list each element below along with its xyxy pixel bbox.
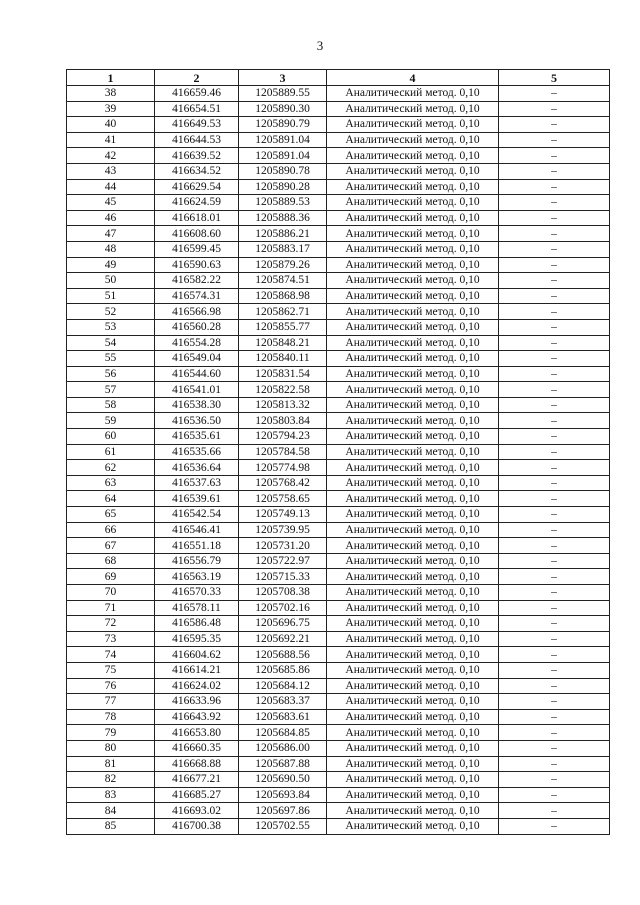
x-coordinate-cell: 416644.53 [155,132,239,148]
method-accuracy-cell: Аналитический метод. 0,10 [327,460,499,476]
y-coordinate-cell: 1205889.55 [239,86,327,102]
method-accuracy-cell: Аналитический метод. 0,10 [327,86,499,102]
point-number-cell: 40 [67,117,155,133]
table-row [67,475,610,491]
method-accuracy-cell: Аналитический метод. 0,10 [327,132,499,148]
x-coordinate-cell: 416586.48 [155,616,239,632]
point-number-cell: 63 [67,475,155,491]
description-cell: – [499,725,610,741]
table-row [67,678,610,694]
point-number-cell: 58 [67,397,155,413]
table-row [67,569,610,585]
point-number-cell: 78 [67,709,155,725]
description-cell: – [499,429,610,445]
x-coordinate-cell: 416618.01 [155,210,239,226]
method-accuracy-cell: Аналитический метод. 0,10 [327,756,499,772]
method-accuracy-cell: Аналитический метод. 0,10 [327,538,499,554]
x-coordinate-cell: 416551.18 [155,538,239,554]
table-row [67,522,610,538]
point-number-cell: 42 [67,148,155,164]
x-coordinate-cell: 416544.60 [155,366,239,382]
table-row [67,382,610,398]
y-coordinate-cell: 1205891.04 [239,132,327,148]
point-number-cell: 61 [67,444,155,460]
description-cell: – [499,787,610,803]
x-coordinate-cell: 416535.61 [155,429,239,445]
y-coordinate-cell: 1205731.20 [239,538,327,554]
y-coordinate-cell: 1205692.21 [239,631,327,647]
x-coordinate-cell: 416556.79 [155,553,239,569]
method-accuracy-cell: Аналитический метод. 0,10 [327,163,499,179]
y-coordinate-cell: 1205890.30 [239,101,327,117]
table-row [67,429,610,445]
table-row [67,304,610,320]
table-row [67,460,610,476]
table-row [67,756,610,772]
y-coordinate-cell: 1205702.16 [239,600,327,616]
table-row [67,413,610,429]
table-row [67,725,610,741]
description-cell: – [499,507,610,523]
y-coordinate-cell: 1205886.21 [239,226,327,242]
point-number-cell: 77 [67,694,155,710]
x-coordinate-cell: 416685.27 [155,787,239,803]
method-accuracy-cell: Аналитический метод. 0,10 [327,257,499,273]
description-cell: – [499,148,610,164]
table-row [67,241,610,257]
table-row [67,86,610,102]
description-cell: – [499,569,610,585]
description-cell: – [499,117,610,133]
point-number-cell: 43 [67,163,155,179]
point-number-cell: 65 [67,507,155,523]
point-number-cell: 67 [67,538,155,554]
description-cell: – [499,678,610,694]
point-number-cell: 54 [67,335,155,351]
table-row [67,709,610,725]
y-coordinate-cell: 1205697.86 [239,803,327,819]
method-accuracy-cell: Аналитический метод. 0,10 [327,101,499,117]
method-accuracy-cell: Аналитический метод. 0,10 [327,210,499,226]
point-number-cell: 38 [67,86,155,102]
y-coordinate-cell: 1205768.42 [239,475,327,491]
description-cell: – [499,600,610,616]
point-number-cell: 56 [67,366,155,382]
point-number-cell: 76 [67,678,155,694]
x-coordinate-cell: 416639.52 [155,148,239,164]
y-coordinate-cell: 1205722.97 [239,553,327,569]
y-coordinate-cell: 1205774.98 [239,460,327,476]
column-header: 1 [67,70,155,86]
method-accuracy-cell: Аналитический метод. 0,10 [327,335,499,351]
description-cell: – [499,163,610,179]
point-number-cell: 71 [67,600,155,616]
y-coordinate-cell: 1205862.71 [239,304,327,320]
description-cell: – [499,475,610,491]
y-coordinate-cell: 1205702.55 [239,818,327,834]
x-coordinate-cell: 416604.62 [155,647,239,663]
method-accuracy-cell: Аналитический метод. 0,10 [327,366,499,382]
description-cell: – [499,397,610,413]
description-cell: – [499,210,610,226]
point-number-cell: 59 [67,413,155,429]
x-coordinate-cell: 416549.04 [155,351,239,367]
table-row [67,803,610,819]
method-accuracy-cell: Аналитический метод. 0,10 [327,195,499,211]
description-cell: – [499,662,610,678]
table-row [67,818,610,834]
description-cell: – [499,319,610,335]
method-accuracy-cell: Аналитический метод. 0,10 [327,241,499,257]
y-coordinate-cell: 1205868.98 [239,288,327,304]
method-accuracy-cell: Аналитический метод. 0,10 [327,787,499,803]
x-coordinate-cell: 416539.61 [155,491,239,507]
table-row [67,538,610,554]
description-cell: – [499,413,610,429]
y-coordinate-cell: 1205688.56 [239,647,327,663]
x-coordinate-cell: 416578.11 [155,600,239,616]
point-number-cell: 83 [67,787,155,803]
table-row [67,226,610,242]
method-accuracy-cell: Аналитический метод. 0,10 [327,569,499,585]
column-header: 2 [155,70,239,86]
column-header: 5 [499,70,610,86]
x-coordinate-cell: 416633.96 [155,694,239,710]
y-coordinate-cell: 1205687.88 [239,756,327,772]
description-cell: – [499,803,610,819]
table-row [67,179,610,195]
x-coordinate-cell: 416653.80 [155,725,239,741]
x-coordinate-cell: 416542.54 [155,507,239,523]
description-cell: – [499,772,610,788]
x-coordinate-cell: 416546.41 [155,522,239,538]
x-coordinate-cell: 416536.64 [155,460,239,476]
point-number-cell: 84 [67,803,155,819]
point-number-cell: 57 [67,382,155,398]
y-coordinate-cell: 1205715.33 [239,569,327,585]
page-number: 3 [316,38,324,53]
method-accuracy-cell: Аналитический метод. 0,10 [327,413,499,429]
x-coordinate-cell: 416693.02 [155,803,239,819]
x-coordinate-cell: 416634.52 [155,163,239,179]
point-number-cell: 64 [67,491,155,507]
y-coordinate-cell: 1205890.28 [239,179,327,195]
x-coordinate-cell: 416582.22 [155,273,239,289]
x-coordinate-cell: 416629.54 [155,179,239,195]
table-row [67,319,610,335]
y-coordinate-cell: 1205890.78 [239,163,327,179]
point-number-cell: 82 [67,772,155,788]
y-coordinate-cell: 1205749.13 [239,507,327,523]
point-number-cell: 41 [67,132,155,148]
point-number-cell: 49 [67,257,155,273]
x-coordinate-cell: 416595.35 [155,631,239,647]
table-row [67,195,610,211]
y-coordinate-cell: 1205684.12 [239,678,327,694]
description-cell: – [499,740,610,756]
description-cell: – [499,694,610,710]
table-row [67,132,610,148]
point-number-cell: 62 [67,460,155,476]
point-number-cell: 66 [67,522,155,538]
point-number-cell: 53 [67,319,155,335]
method-accuracy-cell: Аналитический метод. 0,10 [327,475,499,491]
x-coordinate-cell: 416538.30 [155,397,239,413]
method-accuracy-cell: Аналитический метод. 0,10 [327,117,499,133]
table-row [67,366,610,382]
method-accuracy-cell: Аналитический метод. 0,10 [327,818,499,834]
description-cell: – [499,241,610,257]
x-coordinate-cell: 416566.98 [155,304,239,320]
y-coordinate-cell: 1205874.51 [239,273,327,289]
description-cell: – [499,709,610,725]
x-coordinate-cell: 416660.35 [155,740,239,756]
y-coordinate-cell: 1205685.86 [239,662,327,678]
table-row [67,647,610,663]
y-coordinate-cell: 1205794.23 [239,429,327,445]
table-row [67,787,610,803]
table-row [67,772,610,788]
description-cell: – [499,647,610,663]
table-row [67,491,610,507]
method-accuracy-cell: Аналитический метод. 0,10 [327,179,499,195]
description-cell: – [499,585,610,601]
x-coordinate-cell: 416677.21 [155,772,239,788]
description-cell: – [499,522,610,538]
method-accuracy-cell: Аналитический метод. 0,10 [327,709,499,725]
description-cell: – [499,195,610,211]
x-coordinate-cell: 416535.66 [155,444,239,460]
point-number-cell: 75 [67,662,155,678]
method-accuracy-cell: Аналитический метод. 0,10 [327,616,499,632]
description-cell: – [499,382,610,398]
description-cell: – [499,818,610,834]
y-coordinate-cell: 1205888.36 [239,210,327,226]
y-coordinate-cell: 1205879.26 [239,257,327,273]
description-cell: – [499,756,610,772]
method-accuracy-cell: Аналитический метод. 0,10 [327,740,499,756]
method-accuracy-cell: Аналитический метод. 0,10 [327,148,499,164]
x-coordinate-cell: 416536.50 [155,413,239,429]
x-coordinate-cell: 416668.88 [155,756,239,772]
point-number-cell: 55 [67,351,155,367]
method-accuracy-cell: Аналитический метод. 0,10 [327,491,499,507]
x-coordinate-cell: 416624.59 [155,195,239,211]
table-row [67,662,610,678]
y-coordinate-cell: 1205803.84 [239,413,327,429]
x-coordinate-cell: 416654.51 [155,101,239,117]
description-cell: – [499,351,610,367]
y-coordinate-cell: 1205840.11 [239,351,327,367]
description-cell: – [499,179,610,195]
point-number-cell: 47 [67,226,155,242]
x-coordinate-cell: 416643.92 [155,709,239,725]
point-number-cell: 74 [67,647,155,663]
method-accuracy-cell: Аналитический метод. 0,10 [327,382,499,398]
description-cell: – [499,132,610,148]
column-header: 4 [327,70,499,86]
method-accuracy-cell: Аналитический метод. 0,10 [327,226,499,242]
point-number-cell: 44 [67,179,155,195]
method-accuracy-cell: Аналитический метод. 0,10 [327,507,499,523]
method-accuracy-cell: Аналитический метод. 0,10 [327,585,499,601]
y-coordinate-cell: 1205889.53 [239,195,327,211]
method-accuracy-cell: Аналитический метод. 0,10 [327,429,499,445]
method-accuracy-cell: Аналитический метод. 0,10 [327,397,499,413]
table-row [67,507,610,523]
point-number-cell: 46 [67,210,155,226]
description-cell: – [499,538,610,554]
table-row [67,740,610,756]
table-row [67,600,610,616]
point-number-cell: 81 [67,756,155,772]
table-row [67,210,610,226]
point-number-cell: 68 [67,553,155,569]
y-coordinate-cell: 1205683.37 [239,694,327,710]
method-accuracy-cell: Аналитический метод. 0,10 [327,600,499,616]
table-header-row [67,70,610,86]
y-coordinate-cell: 1205696.75 [239,616,327,632]
x-coordinate-cell: 416599.45 [155,241,239,257]
point-number-cell: 48 [67,241,155,257]
y-coordinate-cell: 1205739.95 [239,522,327,538]
x-coordinate-cell: 416614.21 [155,662,239,678]
x-coordinate-cell: 416624.02 [155,678,239,694]
description-cell: – [499,288,610,304]
method-accuracy-cell: Аналитический метод. 0,10 [327,725,499,741]
y-coordinate-cell: 1205686.00 [239,740,327,756]
method-accuracy-cell: Аналитический метод. 0,10 [327,553,499,569]
table-row [67,694,610,710]
table-row [67,335,610,351]
method-accuracy-cell: Аналитический метод. 0,10 [327,631,499,647]
method-accuracy-cell: Аналитический метод. 0,10 [327,304,499,320]
x-coordinate-cell: 416608.60 [155,226,239,242]
point-number-cell: 52 [67,304,155,320]
table-row [67,148,610,164]
point-number-cell: 85 [67,818,155,834]
table-body [67,86,610,835]
method-accuracy-cell: Аналитический метод. 0,10 [327,444,499,460]
x-coordinate-cell: 416563.19 [155,569,239,585]
method-accuracy-cell: Аналитический метод. 0,10 [327,803,499,819]
description-cell: – [499,226,610,242]
description-cell: – [499,491,610,507]
description-cell: – [499,366,610,382]
y-coordinate-cell: 1205883.17 [239,241,327,257]
y-coordinate-cell: 1205684.85 [239,725,327,741]
point-number-cell: 60 [67,429,155,445]
description-cell: – [499,335,610,351]
y-coordinate-cell: 1205822.58 [239,382,327,398]
y-coordinate-cell: 1205890.79 [239,117,327,133]
method-accuracy-cell: Аналитический метод. 0,10 [327,662,499,678]
y-coordinate-cell: 1205690.50 [239,772,327,788]
y-coordinate-cell: 1205784.58 [239,444,327,460]
table-row [67,101,610,117]
point-number-cell: 39 [67,101,155,117]
x-coordinate-cell: 416659.46 [155,86,239,102]
y-coordinate-cell: 1205831.54 [239,366,327,382]
method-accuracy-cell: Аналитический метод. 0,10 [327,772,499,788]
x-coordinate-cell: 416590.63 [155,257,239,273]
y-coordinate-cell: 1205683.61 [239,709,327,725]
description-cell: – [499,257,610,273]
table-row [67,288,610,304]
x-coordinate-cell: 416700.38 [155,818,239,834]
description-cell: – [499,86,610,102]
point-number-cell: 51 [67,288,155,304]
table-row [67,444,610,460]
description-cell: – [499,444,610,460]
point-number-cell: 70 [67,585,155,601]
description-cell: – [499,553,610,569]
table-row [67,553,610,569]
table-row [67,163,610,179]
description-cell: – [499,101,610,117]
table-row [67,257,610,273]
y-coordinate-cell: 1205693.84 [239,787,327,803]
method-accuracy-cell: Аналитический метод. 0,10 [327,522,499,538]
y-coordinate-cell: 1205708.38 [239,585,327,601]
description-cell: – [499,273,610,289]
x-coordinate-cell: 416541.01 [155,382,239,398]
point-number-cell: 45 [67,195,155,211]
point-number-cell: 79 [67,725,155,741]
description-cell: – [499,304,610,320]
coordinates-table [66,69,610,835]
method-accuracy-cell: Аналитический метод. 0,10 [327,678,499,694]
method-accuracy-cell: Аналитический метод. 0,10 [327,273,499,289]
method-accuracy-cell: Аналитический метод. 0,10 [327,319,499,335]
table-row [67,616,610,632]
method-accuracy-cell: Аналитический метод. 0,10 [327,351,499,367]
table-row [67,117,610,133]
point-number-cell: 50 [67,273,155,289]
x-coordinate-cell: 416574.31 [155,288,239,304]
y-coordinate-cell: 1205848.21 [239,335,327,351]
table-row [67,273,610,289]
x-coordinate-cell: 416649.53 [155,117,239,133]
table-row [67,631,610,647]
y-coordinate-cell: 1205813.32 [239,397,327,413]
x-coordinate-cell: 416554.28 [155,335,239,351]
point-number-cell: 73 [67,631,155,647]
method-accuracy-cell: Аналитический метод. 0,10 [327,694,499,710]
method-accuracy-cell: Аналитический метод. 0,10 [327,288,499,304]
method-accuracy-cell: Аналитический метод. 0,10 [327,647,499,663]
x-coordinate-cell: 416537.63 [155,475,239,491]
x-coordinate-cell: 416570.33 [155,585,239,601]
point-number-cell: 72 [67,616,155,632]
y-coordinate-cell: 1205891.04 [239,148,327,164]
table-row [67,397,610,413]
y-coordinate-cell: 1205758.65 [239,491,327,507]
column-header: 3 [239,70,327,86]
x-coordinate-cell: 416560.28 [155,319,239,335]
table-row [67,585,610,601]
table-row [67,351,610,367]
point-number-cell: 69 [67,569,155,585]
description-cell: – [499,631,610,647]
description-cell: – [499,460,610,476]
description-cell: – [499,616,610,632]
y-coordinate-cell: 1205855.77 [239,319,327,335]
point-number-cell: 80 [67,740,155,756]
